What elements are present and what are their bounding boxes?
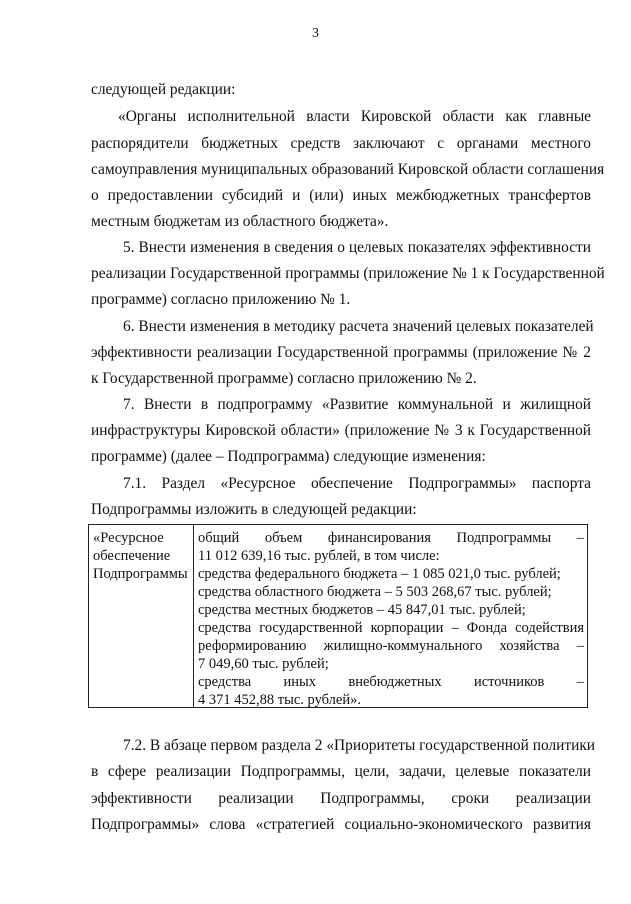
text-line: следующей редакции: [91,81,236,98]
text-line: местным бюджетам из областного бюджета». [91,213,389,230]
text-line: 7.1. Раздел «Ресурсное обеспечение Подпрограммы» паспорта [123,475,591,492]
table-label-line: «Ресурсное [93,530,164,546]
page-number: 3 [312,26,319,41]
table-label-line: Подпрограммы [93,566,188,582]
table-column-divider [193,525,194,707]
text-line: инфраструктуры Кировской области» (приложение № 3 к Государственной [91,422,591,439]
text-line: программе) согласно приложению № 1. [91,291,351,308]
text-line: 7.2. В абзаце первом раздела 2 «Приоритеты государственной политики [123,737,596,754]
table-content-line: средства иных внебюджетных источников – [198,674,584,690]
table-content-line: средства местных бюджетов – 45 847,01 тыс. рублей; [198,602,526,618]
table-content-line: 11 012 639,16 тыс. рублей, в том числе: [198,548,440,564]
text-line: эффективности реализации Государственной программы (приложение № 2 [91,344,591,361]
table-content-line: общий объем финансирования Подпрограммы – [198,530,584,546]
text-line: 6. Внести изменения в методику расчета значений целевых показателей [123,318,594,335]
text-line: 5. Внести изменения в сведения о целевых показателях эффективности [123,239,591,256]
text-line: программе) (далее – Подпрограмма) следующие изменения: [91,448,486,465]
table-content-line: 4 371 452,88 тыс. рублей». [198,692,361,708]
text-line: Подпрограммы» слова «стратегией социально-экономического развития [91,816,591,833]
text-line: в сфере реализации Подпрограммы, цели, задачи, целевые показатели [91,763,591,780]
text-line: эффективности реализации Подпрограммы, сроки реализации [91,790,591,807]
table-content-line: средства государственной корпорации – Фонда содействия [198,620,584,636]
text-line: Подпрограммы изложить в следующей редакции: [91,501,417,518]
text-line: самоуправления муниципальных образований Кировской области соглашения [91,161,605,178]
table-content-line: реформированию жилищно-коммунального хозяйства – [198,638,584,654]
table-content-line: средства областного бюджета – 5 503 268,67 тыс. рублей; [198,584,552,600]
table-label-line: обеспечение [93,548,171,564]
text-line: 7. Внести в подпрограмму «Развитие коммунальной и жилищной [123,396,591,413]
table-content-line: средства федерального бюджета – 1 085 021,0 тыс. рублей; [198,566,561,582]
resource-table [88,524,588,708]
text-line: реализации Государственной программы (приложение № 1 к Государственной [91,265,605,282]
text-line: распорядители бюджетных средств заключают с органами местного [91,135,591,152]
text-line: «Органы исполнительной власти Кировской области как главные [118,108,591,125]
table-content-line: 7 049,60 тыс. рублей; [198,656,329,672]
text-line: о предоставлении субсидий и (или) иных межбюджетных трансфертов [91,187,591,204]
text-line: к Государственной программе) согласно приложению № 2. [91,370,477,387]
